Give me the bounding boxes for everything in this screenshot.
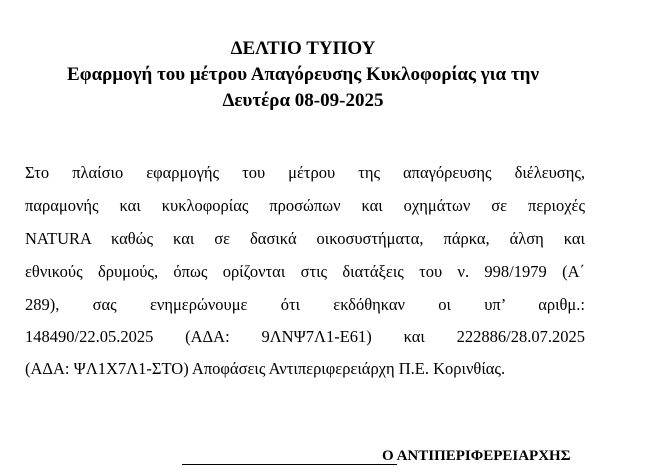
body-text-line: Στο πλαίσιο εφαρμογής του μέτρου της απαγόρευσης διέλευσης, (25, 163, 585, 182)
signature-divider (182, 464, 397, 465)
body-text-line: 289), σας ενημερώνουμε ότι εκδόθηκαν οι υπ’ αριθμ.: (25, 295, 585, 314)
body-text-line: εθνικούς δρυμούς, όπως ορίζονται στις διατάξεις του ν. 998/1979 (Α΄ (25, 262, 585, 281)
press-release-subtitle-line-2: Δευτέρα 08-09-2025 (222, 90, 384, 111)
body-text-line: (ΑΔΑ: ΨΛ1Χ7Λ1-ΣΤΟ) Αποφάσεις Αντιπεριφερειάρχη Π.Ε. Κορινθίας. (25, 359, 506, 378)
signature-title: Ο ΑΝΤΙΠΕΡΙΦΕΡΕΙΑΡΧΗΣ (382, 448, 571, 464)
body-text-line: NATURA καθώς και σε δασικά οικοσυστήματα, πάρκα, άλση και (25, 229, 585, 248)
body-text-line: παραμονής και κυκλοφορίας προσώπων και οχημάτων σε περιοχές (25, 196, 585, 215)
press-release-title: ΔΕΛΤΙΟ ΤΥΠΟΥ (230, 38, 376, 59)
body-text-line: 148490/22.05.2025 (ΑΔΑ: 9ΛΝΨ7Λ1-Ε61) και 222886/28.07.2025 (25, 327, 585, 346)
press-release-subtitle-line-1: Εφαρμογή του μέτρου Απαγόρευσης Κυκλοφορίας για την (67, 64, 539, 85)
